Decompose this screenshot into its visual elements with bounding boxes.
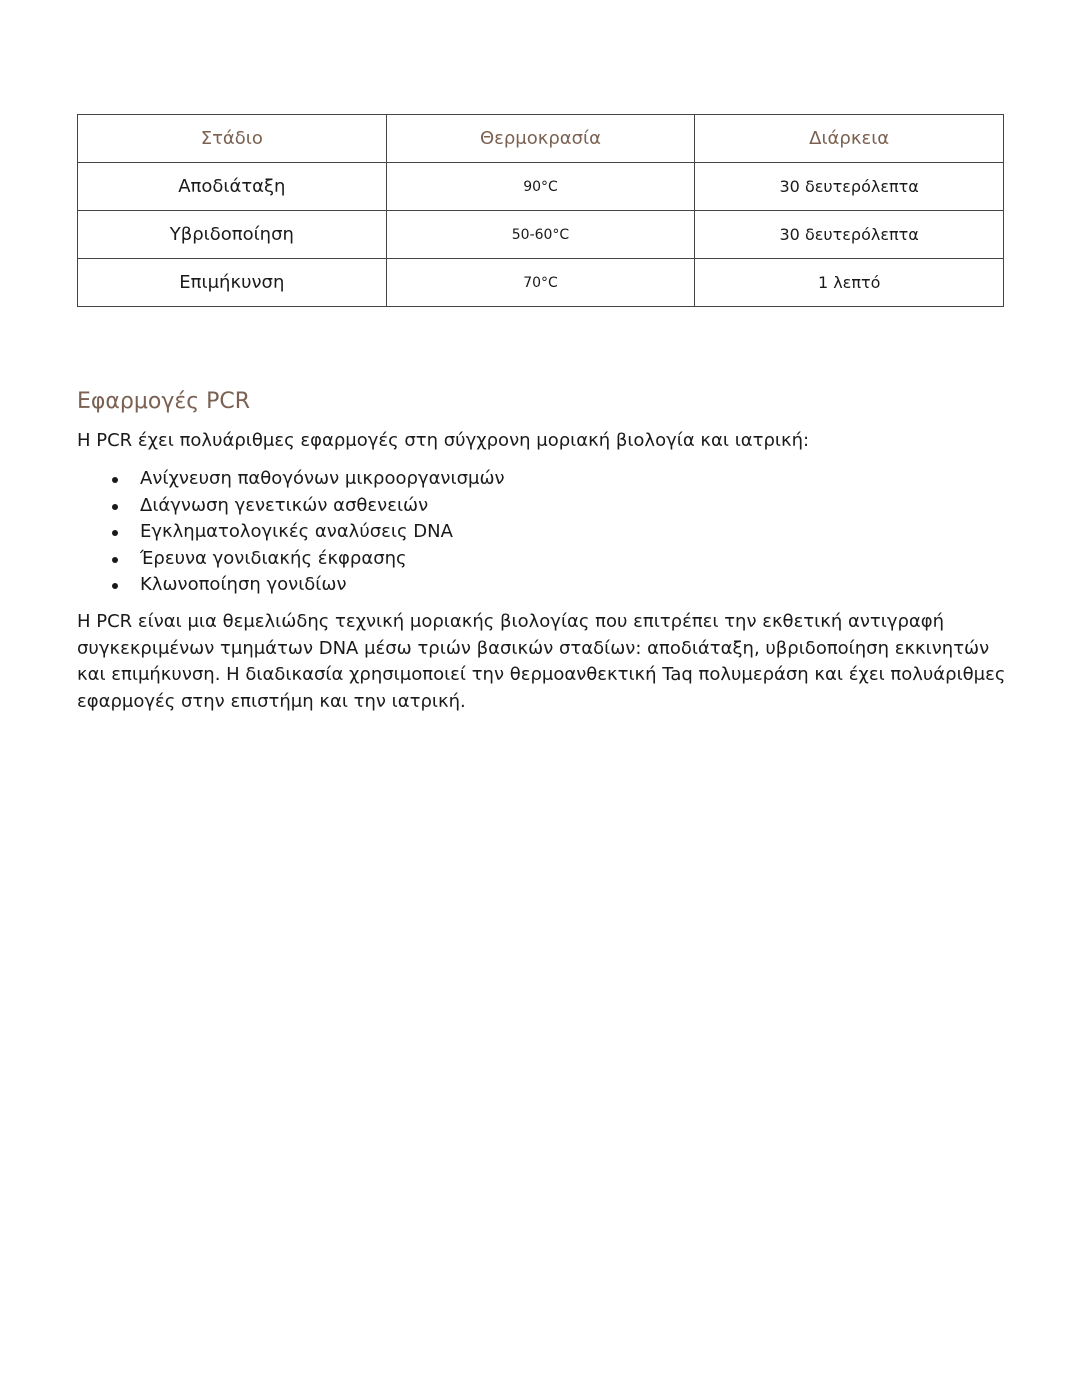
table-header-row [78, 115, 1004, 163]
table-cell-stage: Επιμήκυνση [78, 259, 387, 307]
section-heading: Εφαρμογές PCR [77, 389, 251, 414]
summary-paragraph: Η PCR είναι μια θεμελιώδης τεχνική μοριακής βιολογίας που επιτρέπει την εκθετική αντιγραφή συγκεκριμένων τμημάτων DNA μέσω τριών βασικών σταδίων: αποδιάταξη, υβριδοποίηση εκκινητών και επιμήκυνση. Η διαδικασία χρησιμοποιεί την θερμοανθεκτική Taq πολυμεράση και έχει πολυάριθμες εφαρμογές στην επιστήμη και την ιατρική. [77, 611, 1006, 712]
table-cell-stage: Αποδιάταξη [78, 163, 387, 211]
list-item [77, 546, 505, 573]
pcr-stages-table [77, 114, 1004, 307]
table-cell-stage: Υβριδοποίηση [78, 211, 387, 259]
section-intro: Η PCR έχει πολυάριθμες εφαρμογές στη σύγχρονη μοριακή βιολογία και ιατρική: [77, 430, 810, 451]
table-cell-temperature: 50-60°C [386, 211, 695, 259]
list-item [77, 466, 505, 493]
table-row [78, 259, 1004, 307]
list-item-text: Έρευνα γονιδιακής έκφρασης [140, 547, 407, 569]
table-cell-duration: 30 δευτερόλεπτα [695, 163, 1004, 211]
table-header-duration: Διάρκεια [695, 115, 1004, 163]
table-cell-temperature: 90°C [386, 163, 695, 211]
applications-list [77, 466, 505, 599]
bullet-icon [112, 477, 118, 483]
bullet-icon [112, 583, 118, 589]
table-header-stage: Στάδιο [78, 115, 387, 163]
list-item [77, 519, 505, 546]
list-item [77, 572, 505, 599]
table-row [78, 163, 1004, 211]
bullet-icon [112, 530, 118, 536]
table-cell-temperature: 70°C [386, 259, 695, 307]
list-item-text: Διάγνωση γενετικών ασθενειών [140, 494, 429, 516]
table-row [78, 211, 1004, 259]
list-item-text: Ανίχνευση παθογόνων μικροοργανισμών [140, 468, 505, 489]
list-item [77, 493, 505, 520]
bullet-icon [112, 557, 118, 563]
list-item-text: Εγκληματολογικές αναλύσεις DNA [140, 521, 453, 542]
list-item-text: Κλωνοποίηση γονιδίων [140, 574, 347, 595]
table-cell-duration: 30 δευτερόλεπτα [695, 211, 1004, 259]
table-header-temperature: Θερμοκρασία [386, 115, 695, 163]
table-cell-duration: 1 λεπτό [695, 259, 1004, 307]
bullet-icon [112, 504, 118, 510]
